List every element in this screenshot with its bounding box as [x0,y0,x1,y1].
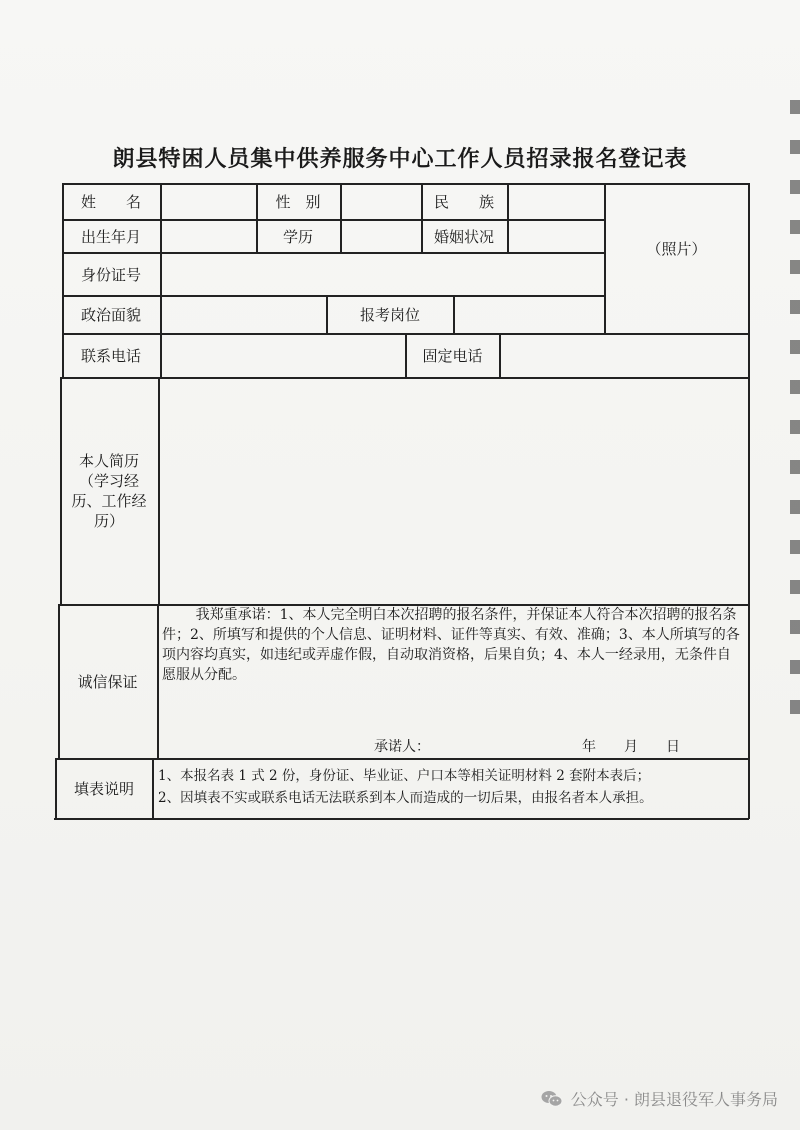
instruction-line-2: 2、因填表不实或联系电话无法联系到本人而造成的一切后果，由报名者本人承担。 [158,790,653,806]
wechat-icon [541,1090,563,1108]
signer-label: 承诺人： [374,739,430,755]
label-ethnicity: 民 族 [433,193,494,211]
pledge-text: 我郑重承诺：1、本人完全明白本次招聘的报名条件，并保证本人符合本次招聘的报名条件；2、所填写和提供的个人信息、证明材料、证件等真实、有效、准确；3、本人所填写的各项内容均真实，如违纪或弄虚作假，自动取消资格，后果自负；4、本人一经录用，无条件自愿服从分配。 [162,607,740,683]
label-integrity: 诚信保证 [77,673,138,691]
name-field[interactable] [161,184,256,219]
ethnicity-field[interactable] [508,184,604,219]
label-gender: 性 别 [275,193,321,211]
resume-field[interactable] [159,378,748,604]
position-field[interactable] [454,296,604,333]
marital-field[interactable] [508,220,604,252]
resume-label-line4: 历） [93,512,124,530]
landline-field[interactable] [500,334,748,377]
label-birth: 出生年月 [80,227,141,246]
label-education: 学历 [282,227,313,246]
photo-box[interactable] [605,184,748,333]
label-political: 政治面貌 [80,306,141,324]
page-edge-shadow [790,100,800,740]
id-number-field[interactable] [161,253,604,295]
label-resume [60,378,158,604]
form-title: 朗县特困人员集中供养服务中心工作人员招录报名登记表 [112,146,688,172]
resume-label-line3: 历、工作经 [71,492,147,510]
label-position: 报考岗位 [359,306,420,324]
photo-label: （照片） [646,240,707,258]
label-id-number: 身份证号 [80,265,141,284]
education-field[interactable] [341,220,421,252]
label-phone: 联系电话 [80,347,141,365]
instruction-line-1: 1、本报名表 1 式 2 份，身份证、毕业证、户口本等相关证明材料 2 套附本表后； [158,768,651,784]
resume-label-line2: （学习经 [78,472,139,490]
account-watermark [541,1087,778,1110]
label-instructions: 填表说明 [73,780,134,798]
pledge-area [162,605,744,758]
birth-field[interactable] [161,220,256,252]
label-name: 姓 名 [80,193,141,211]
phone-field[interactable] [161,334,405,377]
account-name: 公众号 · 朗县退役军人事务局 [570,1090,778,1109]
resume-label-line1: 本人简历 [78,452,139,470]
instructions-text [158,765,748,815]
label-marital: 婚姻状况 [433,227,494,246]
political-field[interactable] [161,296,326,333]
gender-field[interactable] [341,184,421,219]
label-landline: 固定电话 [422,347,483,365]
sign-date: 年 月 日 [582,739,680,755]
